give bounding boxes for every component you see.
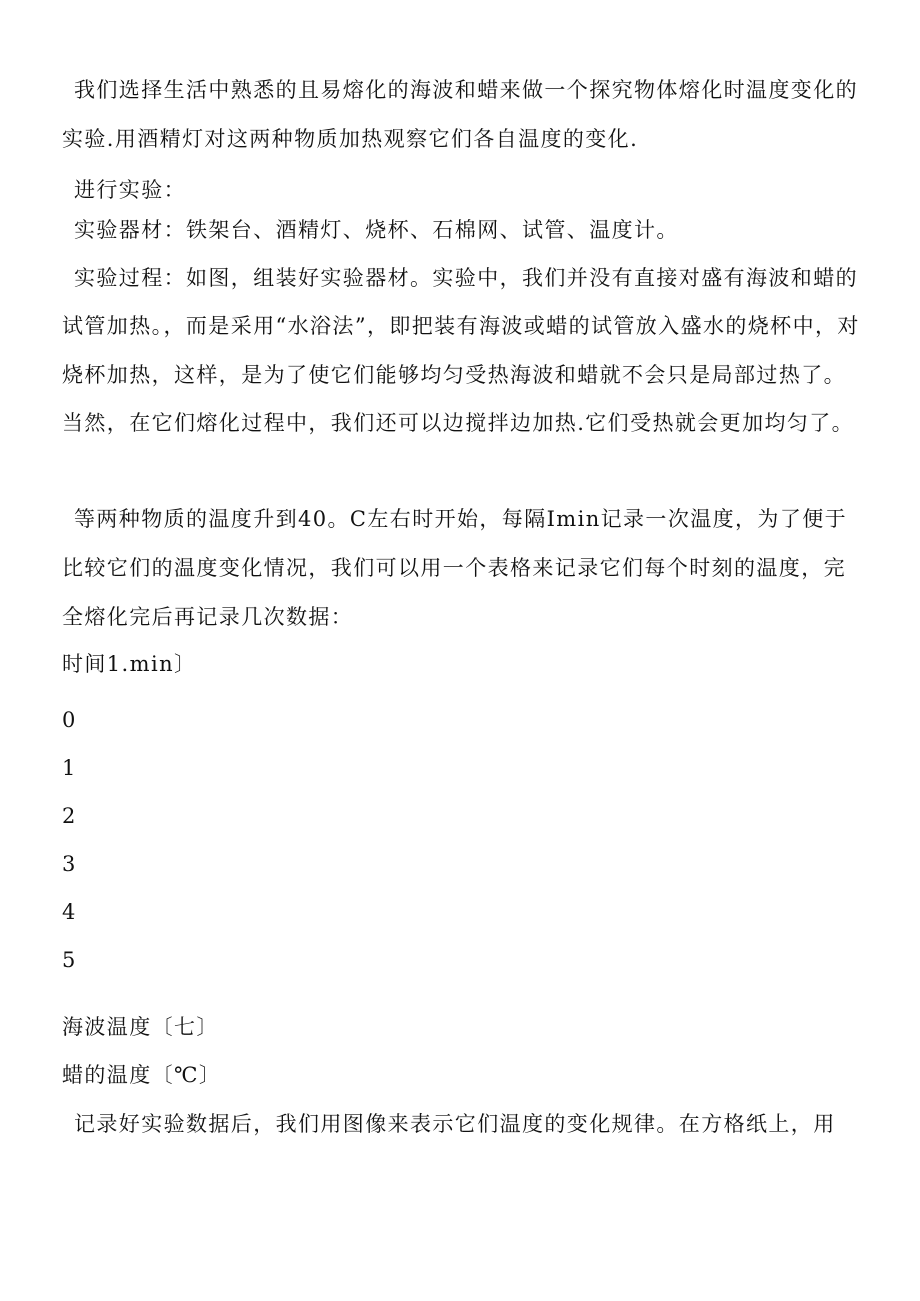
procedure-paragraph: 实验过程：如图，组装好实验器材。实验中，我们并没有直接对盛有海波和蜡的试管加热。，而是采用“水浴法”，即把装有海波或蜡的试管放入盛水的烧杯中，对烧杯加热，这样，是为了使它们能够均匀受热海波和蜡就不会只是局部过热了。当然，在它们熔化过程中，我们还可以边搅拌边加热.它们受热就会更加均匀了。 [62, 266, 860, 436]
time-value: 1 [62, 756, 76, 780]
closing-paragraph: 记录好实验数据后，我们用图像来表示它们温度的变化规律。在方格纸上，用 [74, 1112, 836, 1136]
time-value: 3 [62, 852, 76, 876]
time-values-list [62, 696, 75, 984]
table-time-label: 时间1.min〕 [62, 652, 197, 676]
time-value: 4 [62, 900, 76, 924]
table-wax-label: 蜡的温度〔℃〕 [62, 1063, 222, 1087]
table-hypo-label: 海波温度〔七〕 [62, 1015, 219, 1039]
time-value: 2 [62, 804, 76, 828]
recording-paragraph: 等两种物质的温度升到40。C左右时开始，每隔Imin记录一次温度，为了便于比较它们的温度变化情况，我们可以用一个表格来记录它们每个时刻的温度，完全熔化完后再记录几次数据： [62, 507, 848, 629]
equipment-paragraph: 实验器材：铁架台、酒精灯、烧杯、石棉网、试管、温度计。 [74, 218, 679, 242]
experiment-heading: 进行实验： [74, 178, 186, 202]
time-value: 5 [62, 948, 76, 972]
intro-paragraph: 我们选择生活中熟悉的且易熔化的海波和蜡来做一个探究物体熔化时温度变化的实验.用酒精灯对这两种物质加热观察它们各自温度的变化. [62, 78, 858, 151]
time-value: 0 [62, 708, 76, 732]
